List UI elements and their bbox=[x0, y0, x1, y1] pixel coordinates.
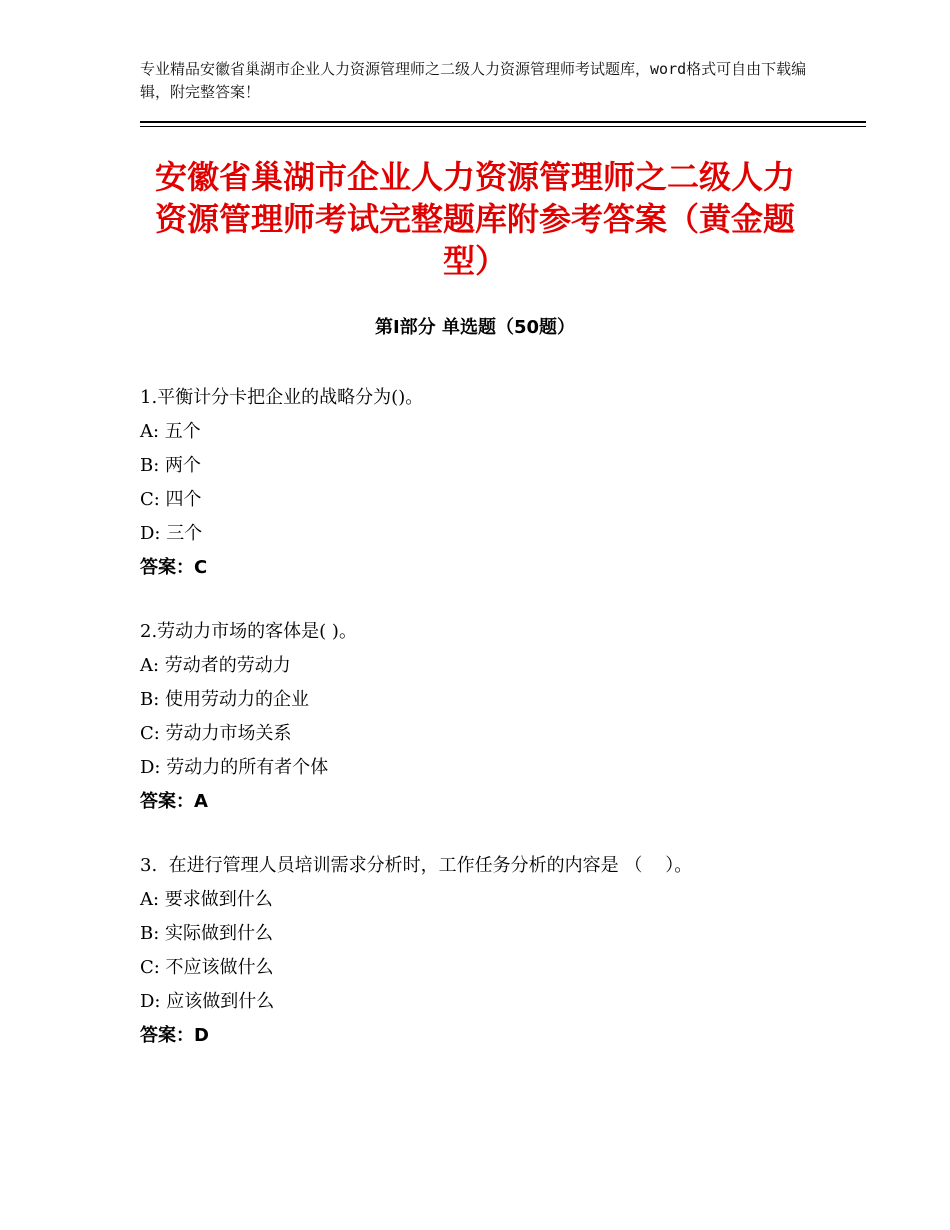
option-c: C: 劳动力市场关系 bbox=[140, 723, 292, 744]
option-d: D: 劳动力的所有者个体 bbox=[140, 757, 329, 778]
option-a: A: 五个 bbox=[140, 421, 201, 442]
option-c: C: 不应该做什么 bbox=[140, 957, 274, 978]
option-a: A: 要求做到什么 bbox=[140, 889, 273, 910]
option-a: A: 劳动者的劳动力 bbox=[140, 655, 291, 676]
question-2 bbox=[140, 615, 820, 819]
option-b: B: 两个 bbox=[140, 455, 202, 476]
option-c: C: 四个 bbox=[140, 489, 202, 510]
document-title: 安徽省巢湖市企业人力资源管理师之二级人力资源管理师考试完整题库附参考答案（黄金题型） bbox=[154, 158, 795, 280]
header-note: 专业精品安徽省巢湖市企业人力资源管理师之二级人力资源管理师考试题库，word格式可自由下载编辑，附完整答案！ bbox=[140, 60, 807, 101]
option-d: D: 三个 bbox=[140, 523, 203, 544]
section-title: 第Ⅰ部分 单选题（50题） bbox=[374, 317, 575, 338]
option-d: D: 应该做到什么 bbox=[140, 991, 275, 1012]
answer: 答案：C bbox=[140, 557, 208, 578]
question-list bbox=[140, 381, 820, 1083]
header-rule-thin bbox=[140, 126, 866, 127]
question-stem: 1.平衡计分卡把企业的战略分为()。 bbox=[140, 387, 424, 408]
question-stem: 3. 在进行管理人员培训需求分析时，工作任务分析的内容是 （ ）。 bbox=[140, 855, 693, 876]
question-1 bbox=[140, 381, 820, 585]
option-b: B: 使用劳动力的企业 bbox=[140, 689, 310, 710]
question-3 bbox=[140, 849, 820, 1053]
header-rule-thick bbox=[140, 121, 866, 123]
option-b: B: 实际做到什么 bbox=[140, 923, 274, 944]
question-stem: 2.劳动力市场的客体是( )。 bbox=[140, 621, 357, 642]
answer: 答案：A bbox=[140, 791, 208, 812]
answer: 答案：D bbox=[140, 1025, 209, 1046]
